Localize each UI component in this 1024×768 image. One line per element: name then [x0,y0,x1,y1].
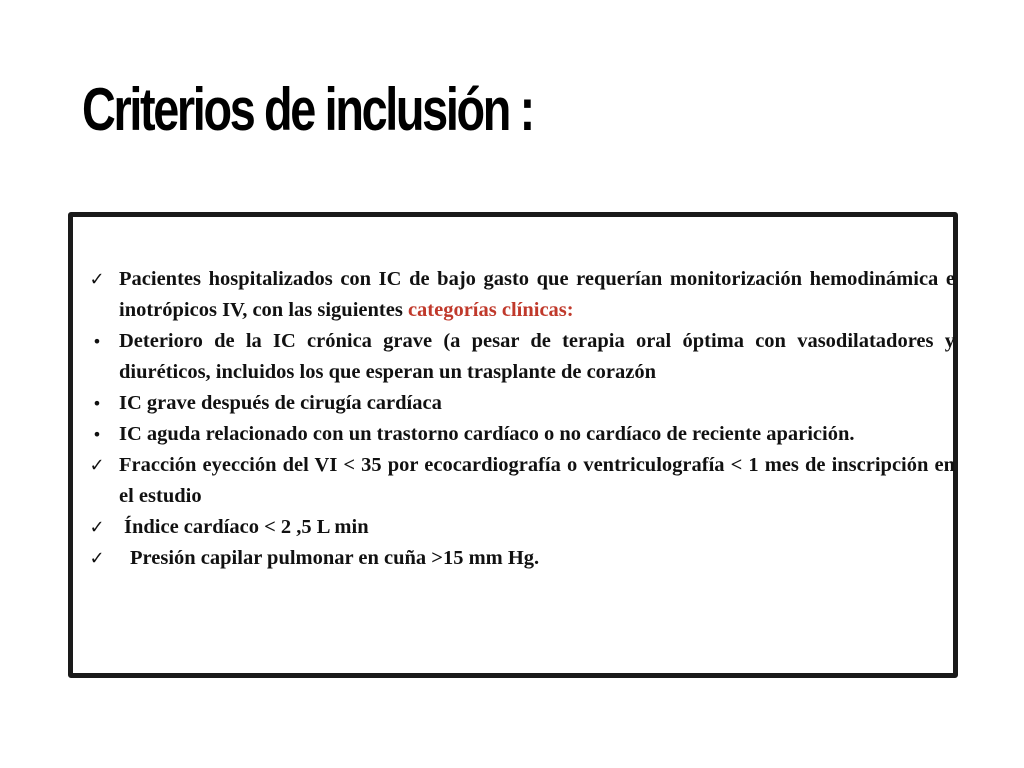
item-text: IC aguda relacionado con un trastorno cardíaco o no cardíaco de reciente aparición. [119,423,855,445]
item-text: Presión capilar pulmonar en cuña >15 mm Hg. [130,547,540,569]
criteria-list [81,264,955,574]
list-item-fraccion [81,450,955,512]
bullet-icon: • [92,425,102,444]
check-icon: ✓ [89,548,105,569]
item-text: Índice cardíaco < 2 ,5 L min [124,516,369,538]
item-text: IC grave después de cirugía cardíaca [119,392,442,414]
check-icon: ✓ [89,517,105,538]
list-item-pacientes [81,264,955,326]
slide-title: Criterios de inclusión : [82,76,533,143]
highlight-text: categorías clínicas: [407,299,574,321]
criteria-box [68,212,958,678]
item-text: Fracción eyección del VI < 35 por ecocardiografía o ventriculografía < 1 mes de inscripción en el estudio [119,454,955,507]
list-item-indice [81,512,955,543]
bullet-icon: • [92,332,102,351]
bullet-icon: • [92,394,102,413]
item-text: Deterioro de la IC crónica grave (a pesar de terapia oral óptima con vasodilatadores y diuréticos, incluidos los que esperan un trasplante de corazón [119,330,955,383]
check-icon: ✓ [89,455,105,476]
list-item-ic-grave [81,388,955,419]
check-icon: ✓ [89,269,105,290]
item-text: Pacientes hospitalizados con IC de bajo gasto que requerían monitorización hemodinámica e inotrópicos IV, con las siguientes [119,268,955,321]
list-item-ic-aguda [81,419,955,450]
list-item-deterioro [81,326,955,388]
list-item-presion [81,543,955,574]
